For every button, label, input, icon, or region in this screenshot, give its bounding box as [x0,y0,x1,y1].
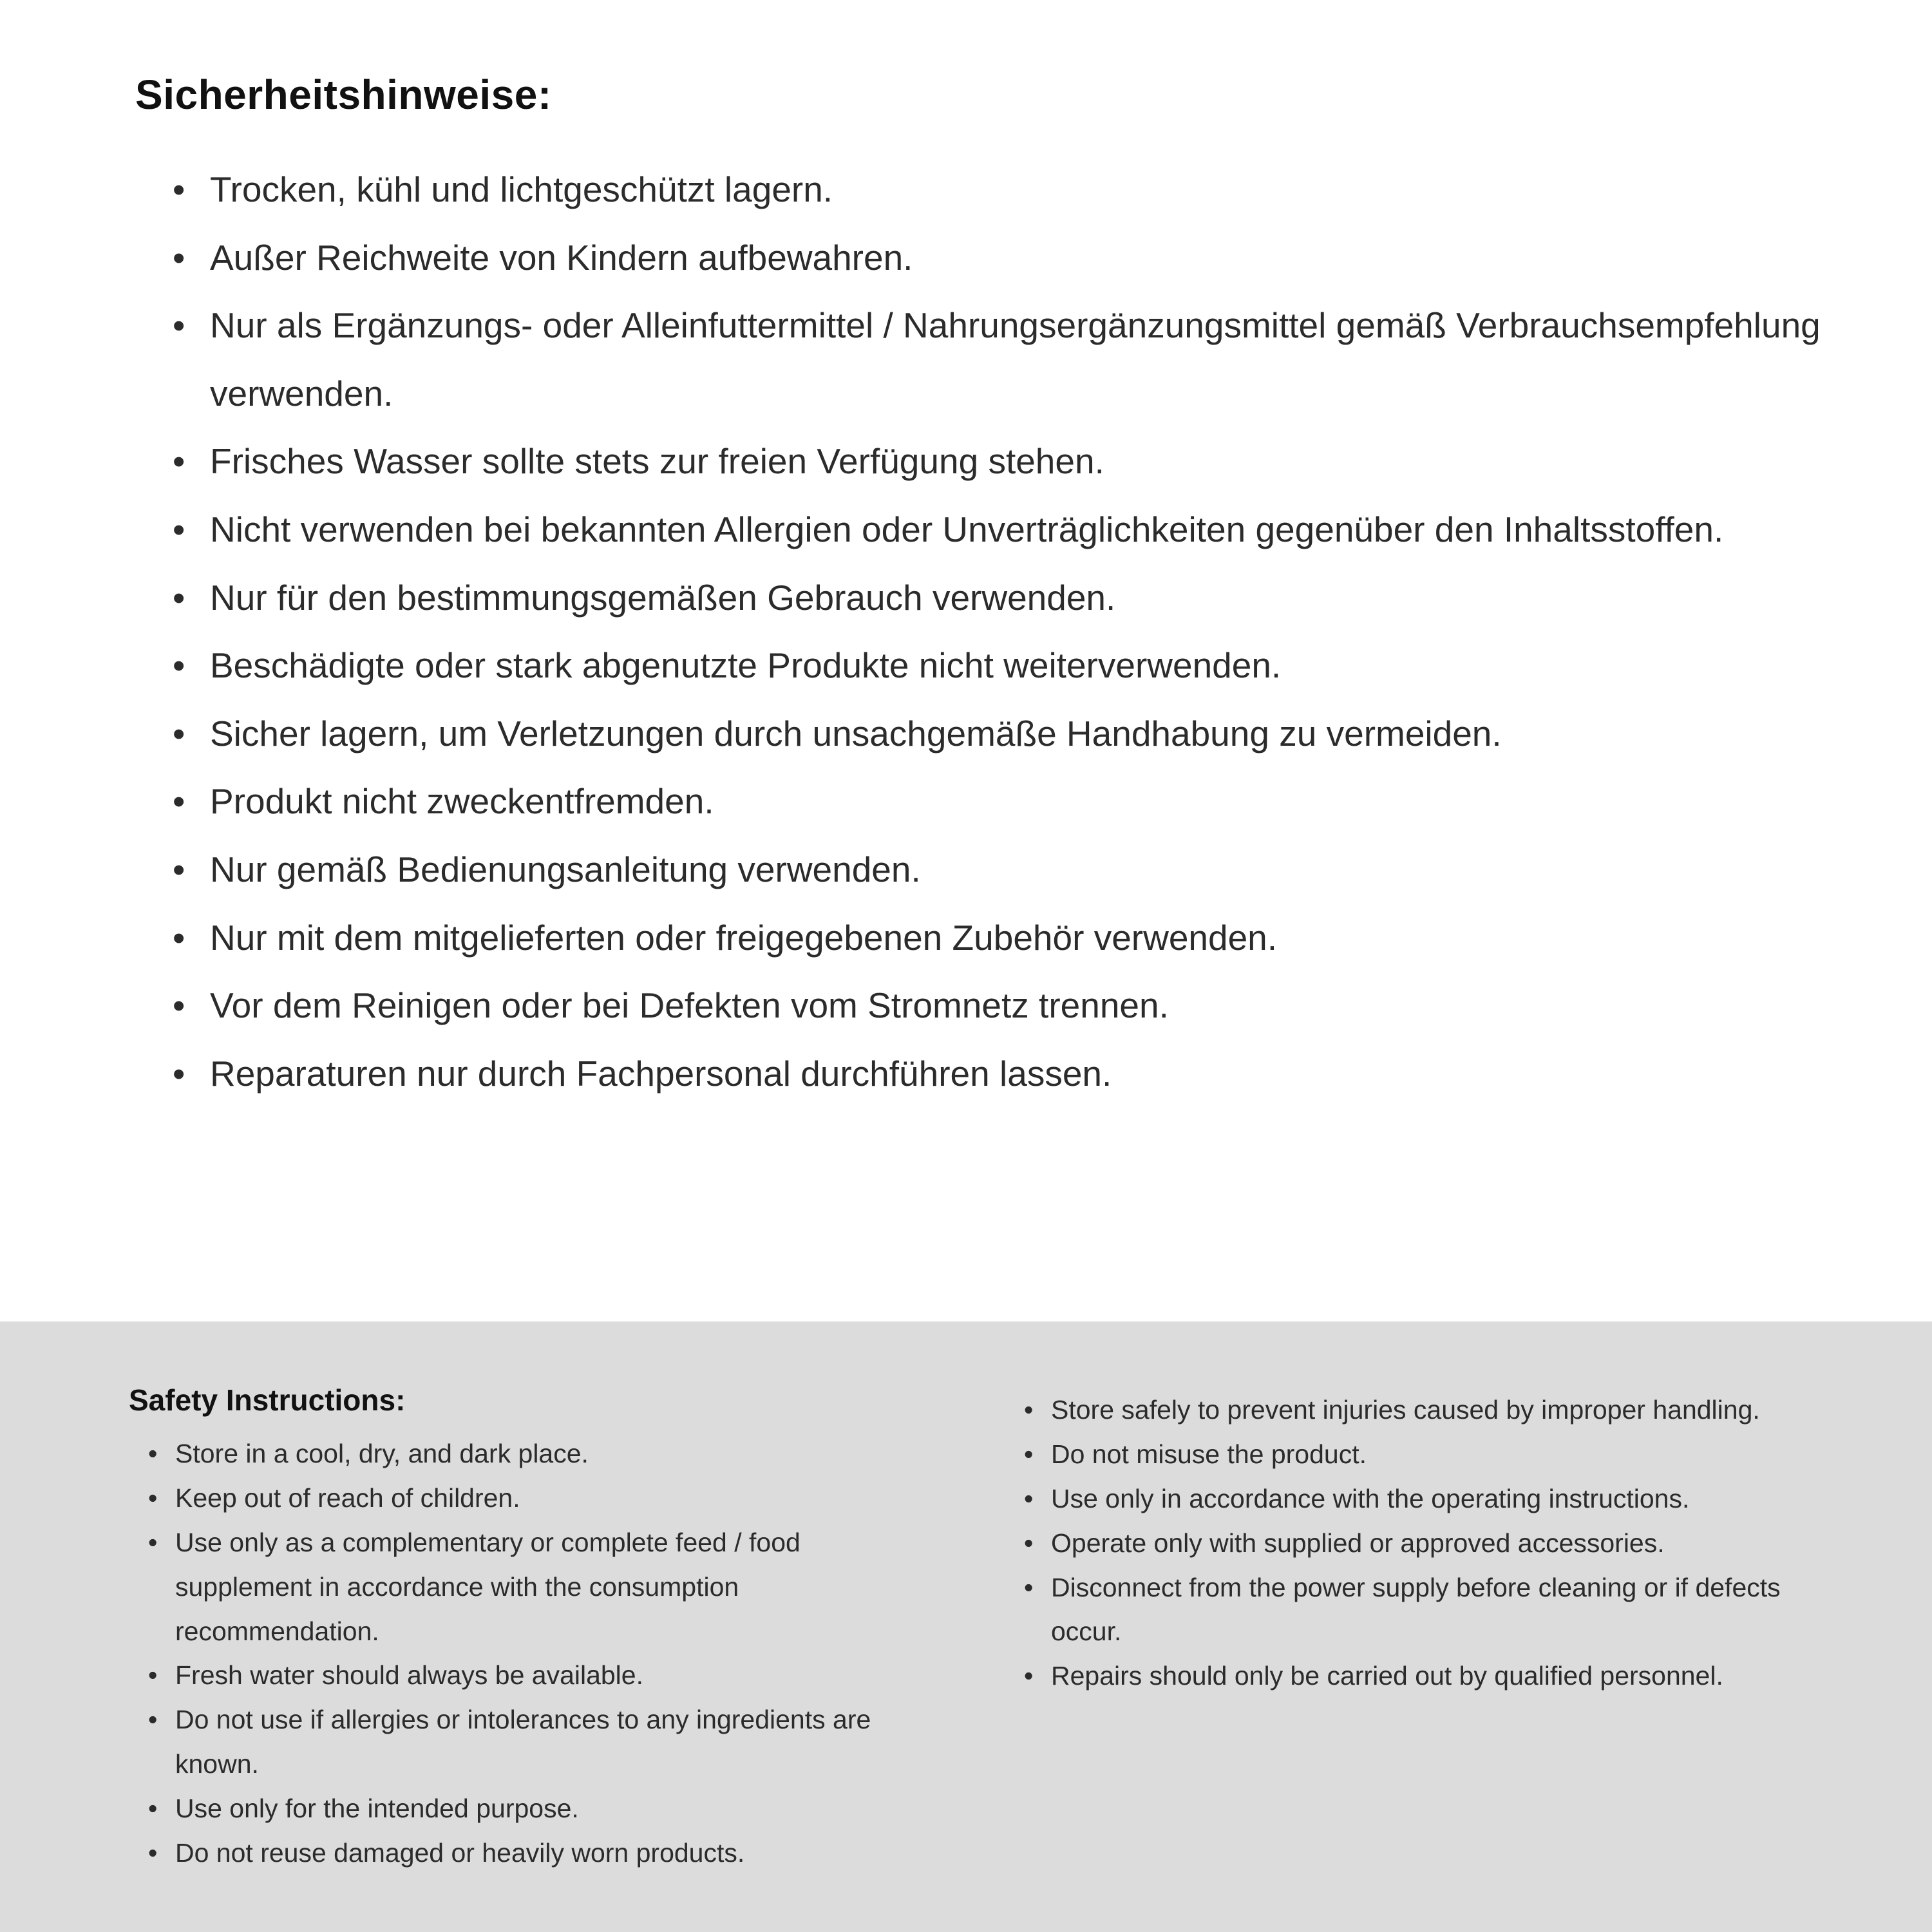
list-item: • Nur als Ergänzungs- oder Alleinfuttermittel / Nahrungsergänzungsmittel gemäß Verbrauchsempfehlung verwenden. [173,292,1829,428]
list-item: • Use only as a complementary or complete feed / food supplement in accordance with the consumption recommendation. [148,1520,940,1654]
list-item: • Reparaturen nur durch Fachpersonal durchführen lassen. [173,1040,1829,1108]
list-item: • Keep out of reach of children. [148,1476,940,1520]
english-bullet-list-right [1024,1388,1835,1698]
list-item: • Do not use if allergies or intolerances to any ingredients are known. [148,1698,940,1786]
list-item: • Beschädigte oder stark abgenutzte Produkte nicht weiterverwenden. [173,632,1829,700]
list-item: • Außer Reichweite von Kindern aufbewahren. [173,224,1829,292]
english-section-heading: Safety Instructions: [129,1383,406,1417]
list-item: • Fresh water should always be available. [148,1653,940,1698]
list-item: • Do not misuse the product. [1024,1432,1835,1477]
english-bullet-list-left [148,1432,940,1875]
list-item: • Produkt nicht zweckentfremden. [173,768,1829,836]
list-item: • Repairs should only be carried out by qualified personnel. [1024,1654,1835,1698]
list-item: • Trocken, kühl und lichtgeschützt lagern. [173,156,1829,224]
list-item: • Store in a cool, dry, and dark place. [148,1432,940,1476]
list-item: • Frisches Wasser sollte stets zur freien Verfügung stehen. [173,428,1829,496]
list-item: • Nur für den bestimmungsgemäßen Gebrauch verwenden. [173,564,1829,632]
list-item: • Nur gemäß Bedienungsanleitung verwenden. [173,836,1829,904]
english-right-column [1024,1383,1835,1698]
list-item: • Disconnect from the power supply before cleaning or if defects occur. [1024,1566,1835,1654]
list-item: • Operate only with supplied or approved accessories. [1024,1521,1835,1566]
german-bullet-list [173,156,1829,1108]
english-left-column [129,1383,940,1875]
list-item: • Store safely to prevent injuries caused by improper handling. [1024,1388,1835,1432]
english-safety-section [0,1321,1932,1932]
list-item: • Use only in accordance with the operating instructions. [1024,1477,1835,1521]
list-item: • Vor dem Reinigen oder bei Defekten vom Stromnetz trennen. [173,972,1829,1040]
list-item: • Sicher lagern, um Verletzungen durch unsachgemäße Handhabung zu vermeiden. [173,700,1829,768]
list-item: • Nicht verwenden bei bekannten Allergien oder Unverträglichkeiten gegenüber den Inhaltsstoffen. [173,496,1829,564]
list-item: • Do not reuse damaged or heavily worn products. [148,1831,940,1875]
german-section-heading: Sicherheitshinweise: [135,71,552,118]
list-item: • Use only for the intended purpose. [148,1786,940,1831]
list-item: • Nur mit dem mitgelieferten oder freigegebenen Zubehör verwenden. [173,904,1829,972]
